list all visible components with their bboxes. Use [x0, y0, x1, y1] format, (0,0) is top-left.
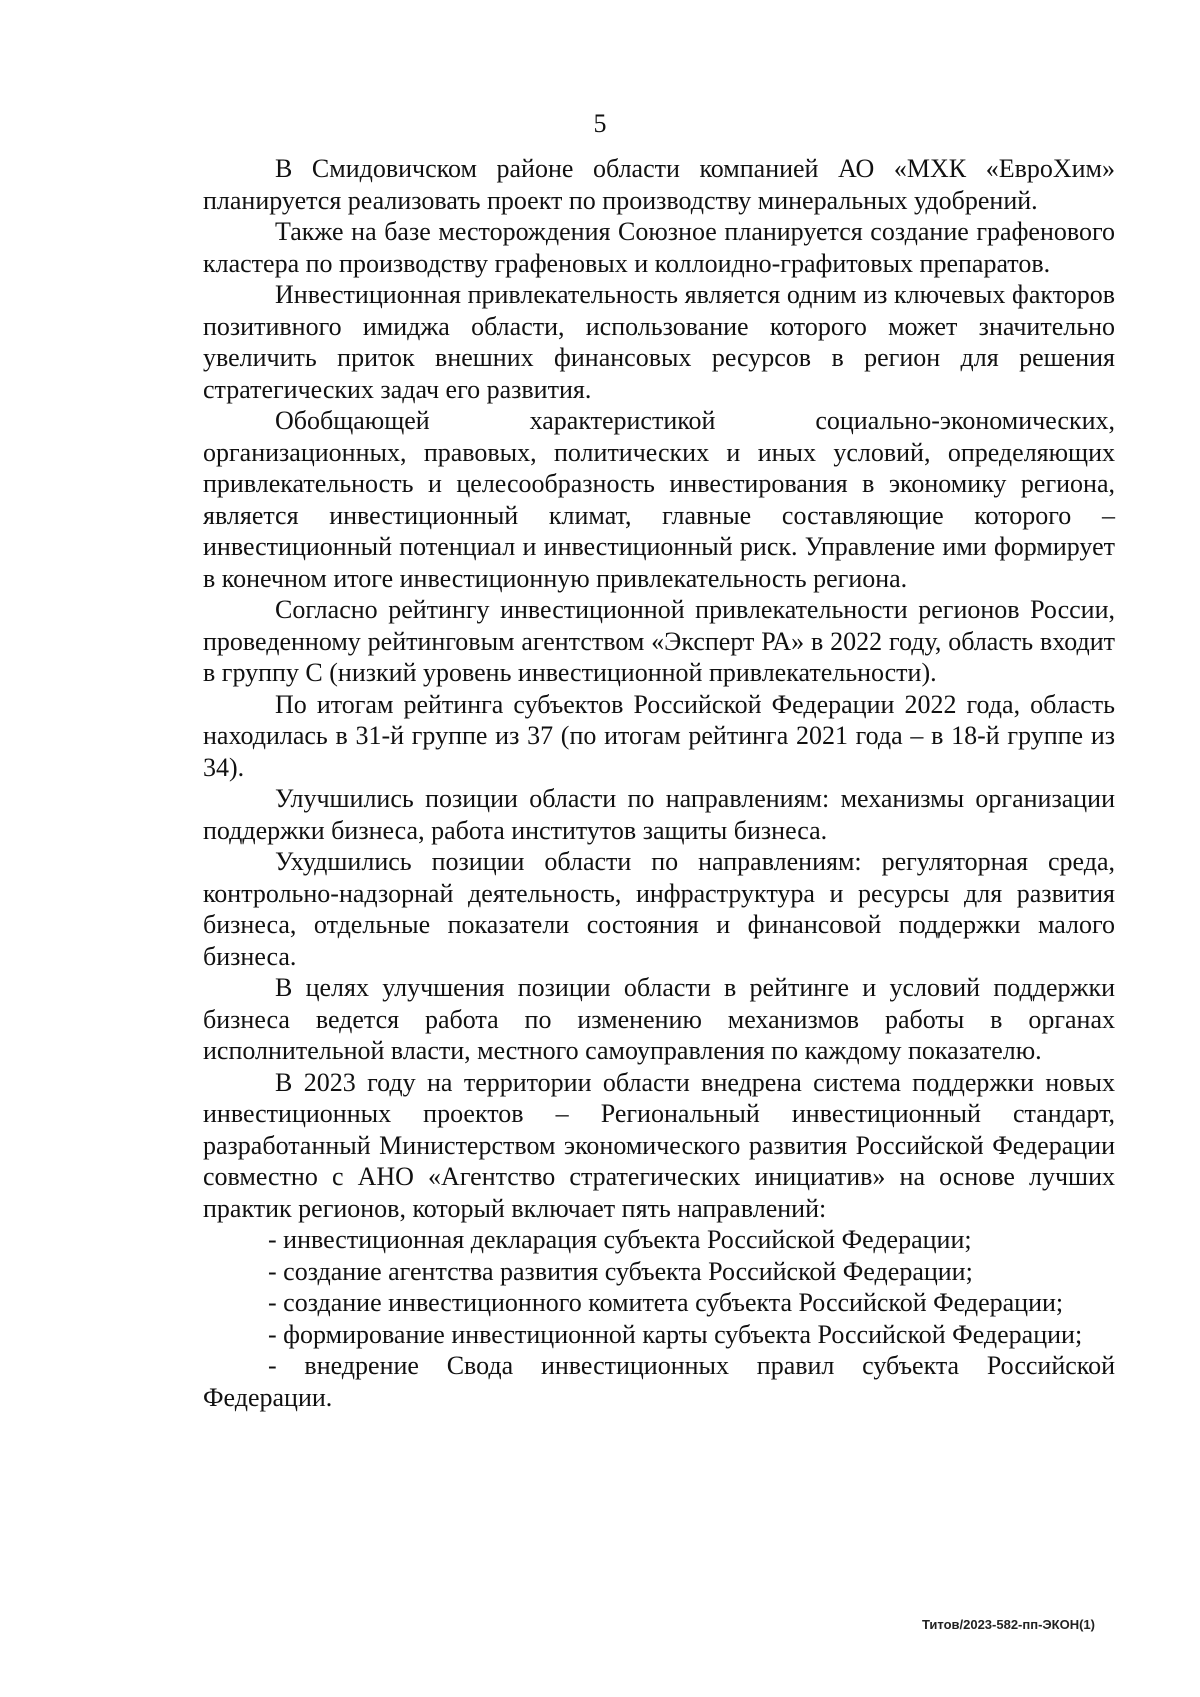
paragraph-subjects-rating: По итогам рейтинга субъектов Российской Федерации 2022 года, область находилась в 31-й группе из 37 (по итогам рейтинга 2021 года – в 18-й группе из 34).	[203, 689, 1115, 782]
paragraph-expert-ra-rating: Согласно рейтингу инвестиционной привлекательности регионов России, проведенному рейтинговым агентством «Эксперт РА» в 2022 году, область входит в группу С (низкий уровень инвестиционной привлекательности).	[203, 595, 1115, 687]
paragraph-worsened-positions: Ухудшились позиции области по направлениям: регуляторная среда, контрольно-надзорнай деятельность, инфраструктура и ресурсы для развития бизнеса, отдельные показатели состояния и финансовой поддержки малого бизнеса.	[203, 847, 1115, 971]
paragraph-improved-positions: Улучшились позиции области по направлениям: механизмы организации поддержки бизнеса, работа институтов защиты бизнеса.	[203, 784, 1115, 845]
paragraph-improvement-work: В целях улучшения позиции области в рейтинге и условий поддержки бизнеса ведется работа по изменению механизмов работы в органах исполнительной власти, местного самоуправления по каждому показателю.	[203, 973, 1115, 1065]
list-item-investment-declaration: - инвестиционная декларация субъекта Российской Федерации;	[268, 1225, 972, 1254]
list-item-investment-committee: - создание инвестиционного комитета субъекта Российской Федерации;	[268, 1288, 1064, 1317]
list-item-development-agency: - создание агентства развития субъекта Российской Федерации;	[268, 1256, 973, 1286]
paragraph-investment-climate: Обобщающей характеристикой социально-экономических, организационных, правовых, политических и иных условий, определяющих привлекательность и целесообразность инвестирования в экономику региона, является инвестиционный климат, главные составляющие которого – инвестиционный потенциал и инвестиционный риск. Управление ими формирует в конечном итоге инвестиционную привлекательность региона.	[203, 406, 1115, 593]
paragraph-regional-standard: В 2023 году на территории области внедрена система поддержки новых инвестиционных проектов – Региональный инвестиционный стандарт, разработанный Министерством экономического развития Российской Федерации совместно с АНО «Агентство стратегических инициатив» на основе лучших практик регионов, который включает пять направлений:	[203, 1067, 1115, 1223]
page-number: 5	[593, 109, 607, 138]
list-item-investment-map: - формирование инвестиционной карты субъекта Российской Федерации;	[268, 1319, 1083, 1349]
document-footer-code: Титов/2023-582-пп-ЭКОН(1)	[921, 1617, 1095, 1632]
paragraph-investment-attractiveness: Инвестиционная привлекательность является одним из ключевых факторов позитивного имиджа области, использование которого может значительно увеличить приток внешних финансовых ресурсов в регион для решения стратегических задач его развития.	[203, 280, 1115, 404]
document-body	[203, 153, 1115, 1413]
paragraph-eurochem-project: В Смидовичском районе области компанией АО «МХК «ЕвроХим» планируется реализовать проект по производству минеральных удобрений.	[203, 154, 1115, 215]
paragraph-graphene-cluster: Также на базе месторождения Союзное планируется создание графенового кластера по производству графеновых и коллоидно-графитовых препаратов.	[203, 217, 1115, 278]
list-item-investment-rules: - внедрение Свода инвестиционных правил субъекта Российской Федерации.	[203, 1351, 1115, 1412]
